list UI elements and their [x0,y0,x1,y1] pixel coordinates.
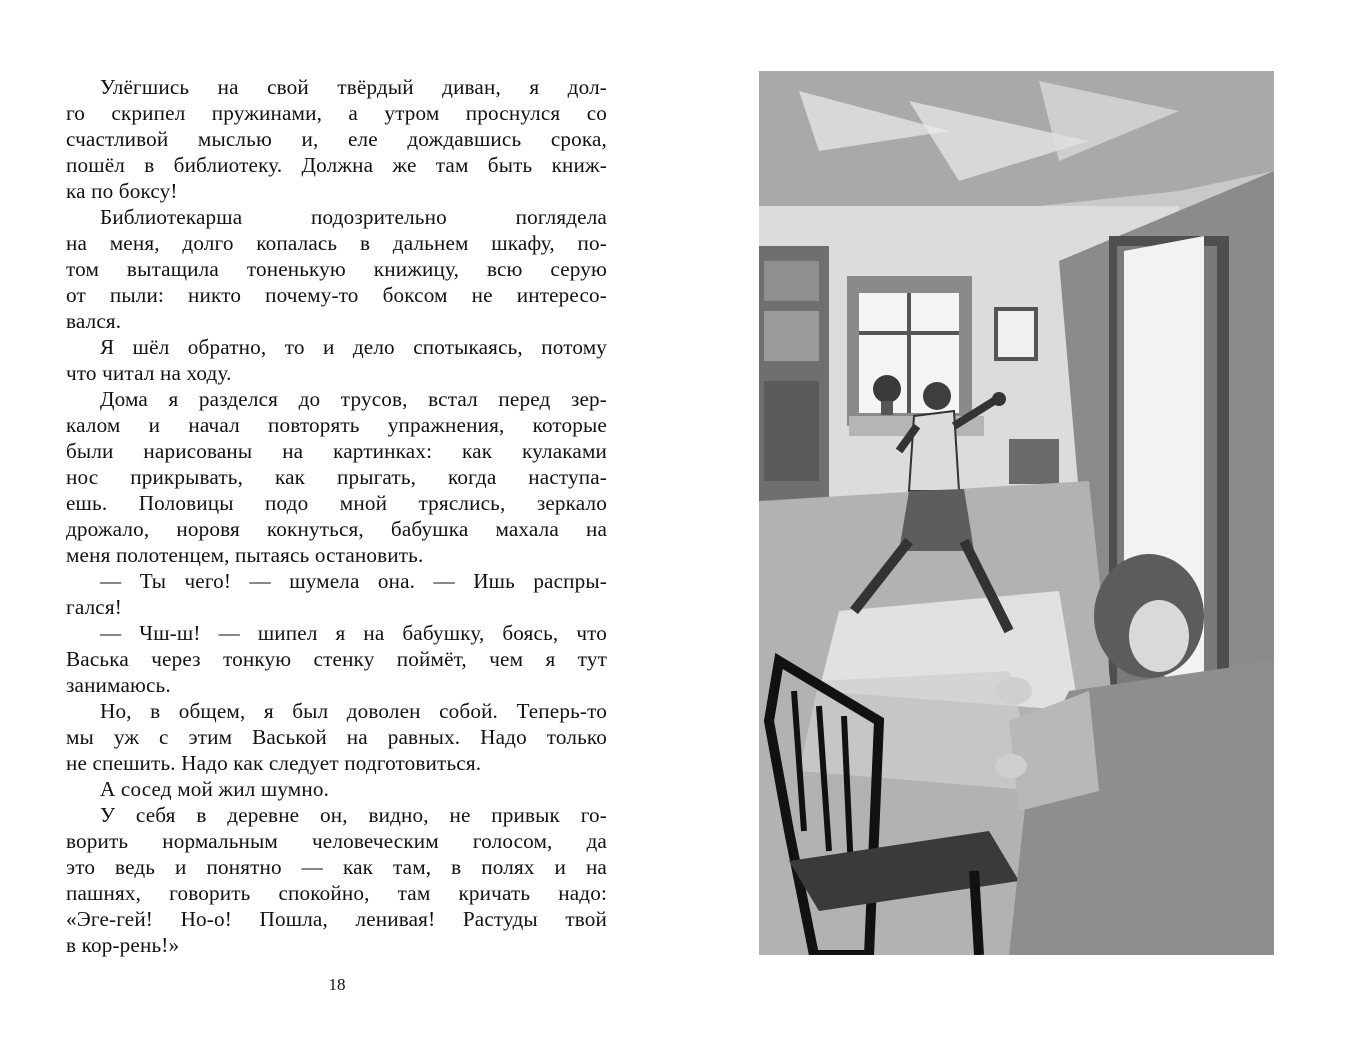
text-line: счастливой мыслью и, еле дождавшись срока, [66,127,607,151]
text-line: Библиотекарша подозрительно поглядела [100,205,607,229]
text-line: меня полотенцем, пытаясь остановить. [66,543,424,567]
text-line: У себя в деревне он, видно, не привык го- [100,803,607,827]
text-line: на меня, долго копалась в дальнем шкафу, по- [66,231,607,255]
text-line: пашнях, говорить спокойно, там кричать надо: [66,881,607,905]
text-line: дрожало, норовя кокнуться, бабушка махала на [66,517,607,541]
text-line: это ведь и понятно — как там, в полях и на [66,855,607,879]
text-line: Васька через тонкую стенку поймёт, чем я тут [66,647,607,671]
text-line: были нарисованы на картинках: как кулаками [66,439,607,463]
text-line: го скрипел пружинами, а утром проснулся со [66,101,607,125]
text-line: ворить нормальным человеческим голосом, да [66,829,607,853]
text-line: том вытащила тоненькую книжицу, всю серую [66,257,607,281]
text-line: вался. [66,309,122,333]
text-line: занимаюсь. [66,673,171,697]
text-line: что читал на ходу. [66,361,232,385]
text-line: Я шёл обратно, то и дело спотыкаясь, потому [100,335,607,359]
text-line: ка по боксу! [66,179,178,203]
text-line: нос прикрывать, как прыгать, когда наступа- [66,465,607,489]
text-line: гался! [66,595,122,619]
text-line: ешь. Половицы подо мной тряслись, зеркало [66,491,607,515]
text-column [66,74,607,958]
text-line: не спешить. Надо как следует подготовиться. [66,751,482,775]
text-line: Но, в общем, я был доволен собой. Теперь-то [100,699,607,723]
text-line: — Чш-ш! — шипел я на бабушку, боясь, что [100,621,607,645]
text-line: калом и начал повторять упражнения, которые [66,413,607,437]
text-line: в кор-рень!» [66,933,180,957]
illustration-boy-boxing-grandmother-icon [759,71,1274,955]
text-line: Улёгшись на свой твёрдый диван, я дол- [100,75,607,99]
text-line: «Эге-гей! Но-о! Пошла, ленивая! Растуды твой [66,907,607,931]
page-number: 18 [328,975,346,994]
text-line: от пыли: никто почему-то боксом не интересо- [66,283,607,307]
text-line: — Ты чего! — шумела она. — Ишь распры- [100,569,607,593]
text-line: пошёл в библиотеку. Должна же там быть книж- [66,153,607,177]
text-line: Дома я разделся до трусов, встал перед зер- [100,387,607,411]
text-line: А сосед мой жил шумно. [100,777,330,801]
text-line: мы уж с этим Васькой на равных. Надо только [66,725,607,749]
